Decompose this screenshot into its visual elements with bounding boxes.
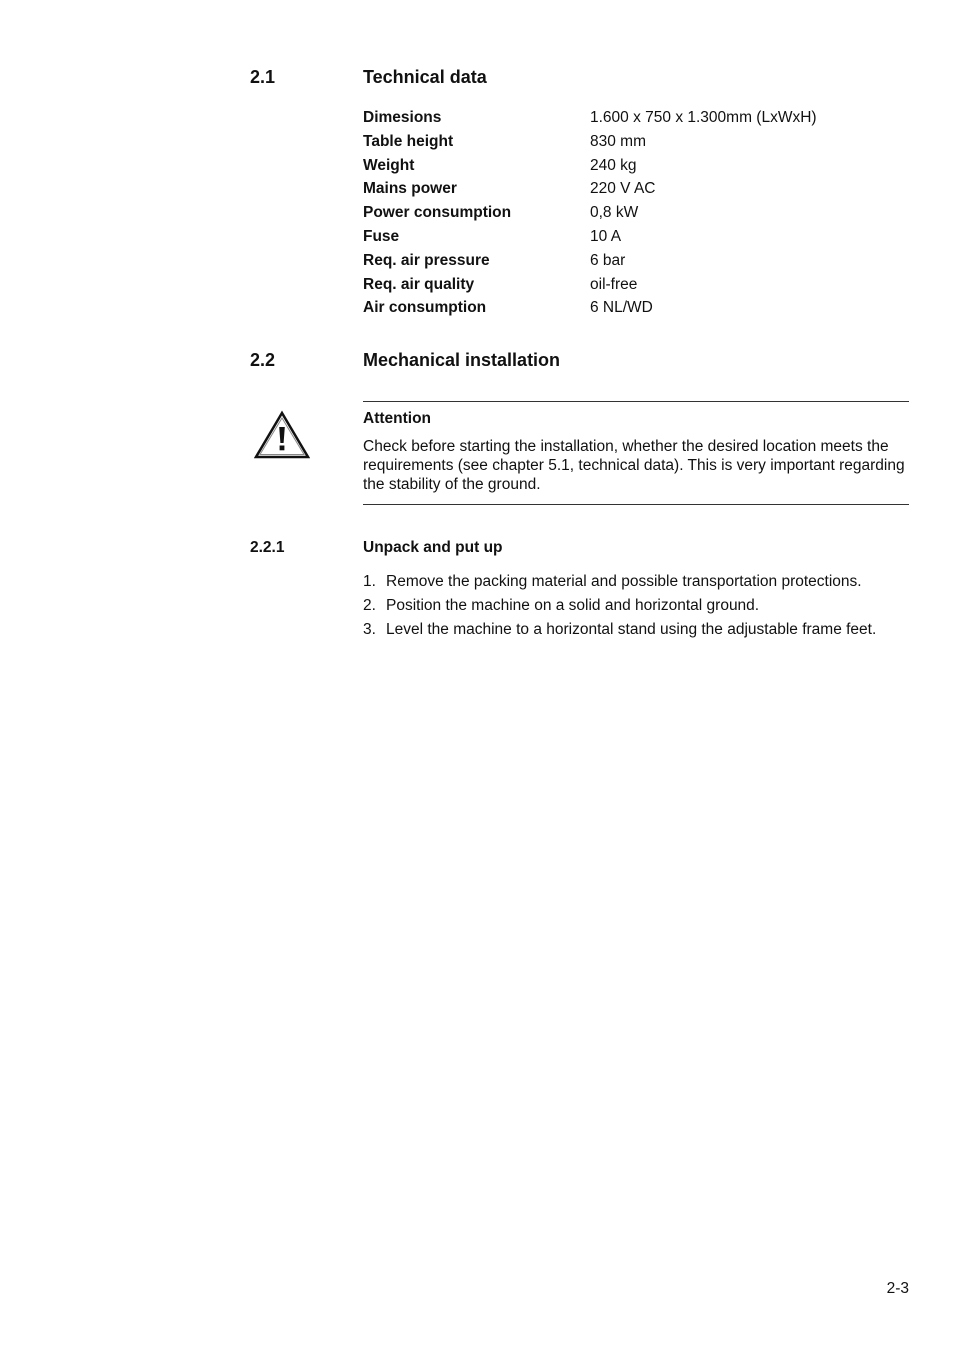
section-title: Mechanical installation	[363, 350, 561, 370]
technical-data-table	[363, 106, 817, 320]
spec-value: 830 mm	[590, 132, 646, 150]
attention-text: Check before starting the installation, whether the desired location meets the requirements (see chapter 5.1, technical data). This is very important regarding the stability of the ground.	[363, 438, 905, 493]
section-title: Technical data	[363, 67, 487, 87]
subsection-number: 2.2.1	[250, 539, 285, 556]
spec-value: 0,8 kW	[590, 204, 639, 222]
list-item	[363, 570, 876, 594]
spec-row	[363, 296, 817, 320]
spec-label: Mains power	[363, 180, 457, 198]
attention-bottom-rule	[363, 504, 909, 505]
spec-row	[363, 177, 817, 201]
spec-row	[363, 201, 817, 225]
spec-label: Weight	[363, 156, 415, 174]
list-item	[363, 618, 876, 642]
spec-value: 6 bar	[590, 251, 626, 269]
spec-row	[363, 249, 817, 273]
spec-row	[363, 273, 817, 297]
spec-label: Power consumption	[363, 204, 512, 222]
section-number: 2.1	[250, 67, 276, 87]
spec-row	[363, 106, 817, 130]
spec-row	[363, 130, 817, 154]
spec-label: Fuse	[363, 227, 400, 245]
spec-label: Req. air quality	[363, 275, 475, 293]
spec-value: 220 V AC	[590, 180, 656, 198]
step-number: 1.	[363, 573, 376, 590]
warning-icon	[254, 410, 310, 460]
step-text: Position the machine on a solid and horizontal ground.	[386, 597, 760, 614]
spec-label: Air consumption	[363, 299, 487, 317]
spec-row	[363, 225, 817, 249]
attention-top-rule	[363, 401, 909, 402]
spec-value: 10 A	[590, 227, 622, 245]
attention-title: Attention	[363, 410, 432, 427]
spec-value: 240 kg	[590, 156, 637, 174]
spec-label: Req. air pressure	[363, 251, 490, 269]
spec-label: Table height	[363, 132, 454, 150]
step-text: Level the machine to a horizontal stand using the adjustable frame feet.	[386, 621, 877, 638]
step-text: Remove the packing material and possible transportation protections.	[386, 573, 862, 590]
spec-label: Dimesions	[363, 109, 442, 126]
spec-value: oil-free	[590, 275, 638, 293]
spec-value: 1.600 x 750 x 1.300mm (LxWxH)	[590, 109, 817, 126]
steps-list	[363, 570, 876, 642]
page-number: 2-3	[886, 1280, 909, 1297]
spec-value: 6 NL/WD	[590, 299, 653, 317]
list-item	[363, 594, 876, 618]
step-number: 3.	[363, 621, 376, 638]
subsection-title: Unpack and put up	[363, 539, 503, 556]
section-number: 2.2	[250, 350, 276, 370]
step-number: 2.	[363, 597, 376, 614]
spec-row	[363, 154, 817, 178]
